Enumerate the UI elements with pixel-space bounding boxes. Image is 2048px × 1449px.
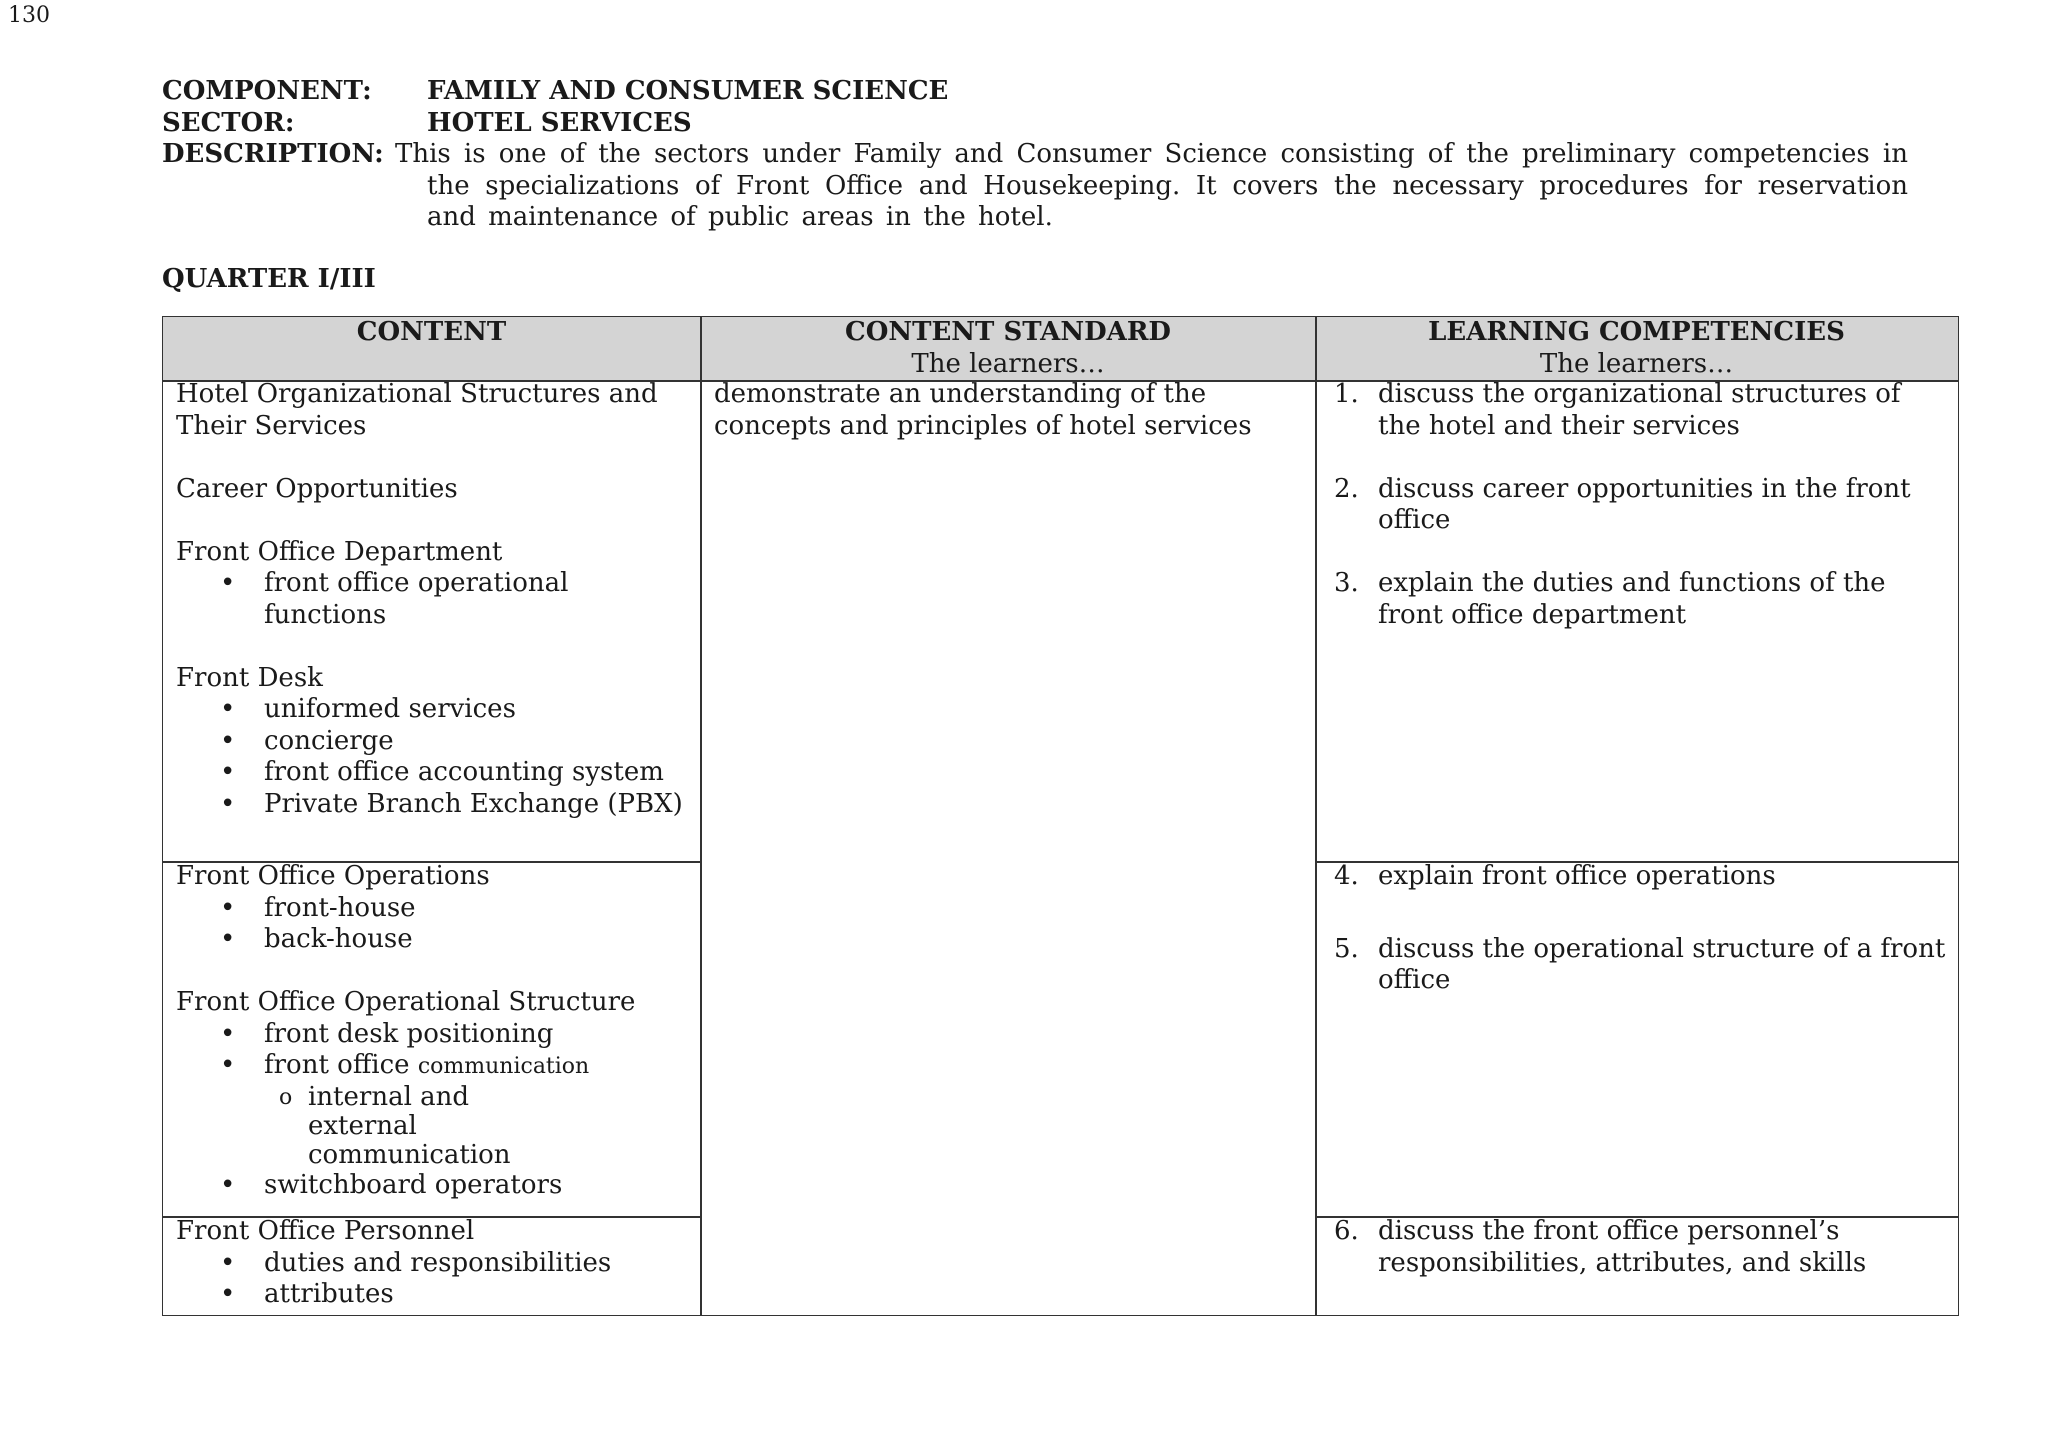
column-divider	[700, 317, 702, 1315]
competency-text: explain front office operations	[1378, 861, 1776, 891]
header-content-standard-title: CONTENT STANDARD	[845, 317, 1171, 347]
header-learning-competencies	[1316, 317, 1957, 380]
competency-number: 5.	[1334, 933, 1359, 964]
content-standard-cell: demonstrate an understanding of the concepts and principles of hotel services	[714, 379, 1252, 441]
competency-item	[1316, 1216, 1946, 1279]
content-bullet: • front-house	[176, 893, 696, 925]
content-topic: Front Desk	[176, 662, 323, 693]
component-row	[162, 76, 1908, 108]
header-competencies-sub: The learners…	[1539, 348, 1734, 379]
competency-list	[1316, 379, 1946, 631]
competency-list	[1316, 861, 1946, 997]
competency-text: explain the duties and functions of the front office department	[1378, 568, 1886, 630]
sector-label: SECTOR:	[162, 107, 295, 138]
content-sub-bullet: o internal and external communication	[176, 1083, 508, 1170]
content-sub-bullets	[176, 1083, 696, 1170]
component-label: COMPONENT:	[162, 76, 372, 106]
competency-list	[1316, 1216, 1946, 1279]
competency-item	[1316, 861, 1946, 893]
competency-text: discuss the organizational structures of the hotel and their services	[1378, 379, 1901, 441]
content-bullet	[176, 1050, 696, 1083]
content-bullet: • front office operational functions	[176, 568, 696, 631]
content-bullet: • switchboard operators	[176, 1170, 696, 1202]
content-bullets	[176, 1170, 696, 1202]
header-content	[163, 317, 700, 380]
content-topic: Front Office Operations	[176, 861, 490, 891]
content-topic: Front Office Department	[176, 536, 503, 567]
curriculum-table	[162, 316, 1959, 1316]
content-bullet: • front office accounting system	[176, 757, 696, 789]
description-row	[162, 139, 1908, 234]
content-topic: Front Office Personnel	[176, 1216, 475, 1246]
content-bullet: • front desk positioning	[176, 1019, 696, 1051]
header-content-standard-sub: The learners…	[911, 348, 1105, 379]
row1-content-cell	[176, 379, 696, 820]
header-competencies-title: LEARNING COMPETENCIES	[1428, 317, 1845, 347]
competency-item	[1316, 568, 1946, 631]
content-topic: Front Office Operational Structure	[176, 987, 636, 1017]
description-label: DESCRIPTION:	[162, 139, 384, 169]
page-number: 130	[8, 3, 50, 28]
row3-content-cell	[176, 1216, 696, 1311]
row1-competencies-cell	[1316, 379, 1946, 631]
competency-item	[1316, 474, 1946, 537]
content-bullet-text-small: communication	[417, 1054, 590, 1079]
content-bullet: • Private Branch Exchange (PBX)	[176, 789, 696, 821]
content-bullet: • uniformed services	[176, 694, 696, 726]
competency-text: discuss the front office personnel’s responsibilities, attributes, and skills	[1378, 1216, 1867, 1278]
sector-row	[162, 108, 1908, 140]
row2-content-cell	[176, 861, 696, 1201]
competency-number: 2.	[1334, 473, 1359, 504]
competency-item	[1316, 379, 1946, 442]
content-bullets	[176, 1248, 696, 1311]
content-bullet: • back-house	[176, 924, 696, 956]
competency-text: discuss career opportunities in the front office	[1378, 473, 1911, 535]
competency-item	[1316, 934, 1946, 997]
content-bullets	[176, 1019, 696, 1083]
competency-text: discuss the operational structure of a front office	[1378, 933, 1946, 995]
row2-competencies-cell	[1316, 861, 1946, 997]
curriculum-header	[162, 76, 1908, 234]
content-bullet: • duties and responsibilities	[176, 1248, 696, 1280]
content-bullets	[176, 694, 696, 820]
competency-number: 3.	[1334, 568, 1359, 598]
header-content-standard	[701, 317, 1315, 380]
component-value: FAMILY AND CONSUMER SCIENCE	[427, 76, 949, 106]
competency-number: 4.	[1334, 861, 1359, 891]
content-bullet: • concierge	[176, 726, 696, 758]
competency-number: 6.	[1334, 1216, 1359, 1246]
content-bullets	[176, 568, 696, 631]
content-bullet: • attributes	[176, 1279, 696, 1311]
row3-competencies-cell	[1316, 1216, 1946, 1279]
content-bullets	[176, 893, 696, 956]
content-bullet-text: front office	[264, 1050, 418, 1080]
header-content-title: CONTENT	[356, 317, 507, 347]
content-topic: Career Opportunities	[176, 473, 458, 504]
competency-number: 1.	[1334, 379, 1359, 409]
content-topic: Hotel Organizational Structures and Their Services	[176, 379, 658, 441]
sector-value: HOTEL SERVICES	[427, 107, 692, 138]
quarter-heading: QUARTER I/III	[162, 264, 376, 294]
description-text: This is one of the sectors under Family and Consumer Science consisting of the preliminary competencies in the specializations of Front Office and Housekeeping. It covers the necessary procedures for reservation and maintenance of public areas in the hotel.	[395, 139, 1908, 232]
